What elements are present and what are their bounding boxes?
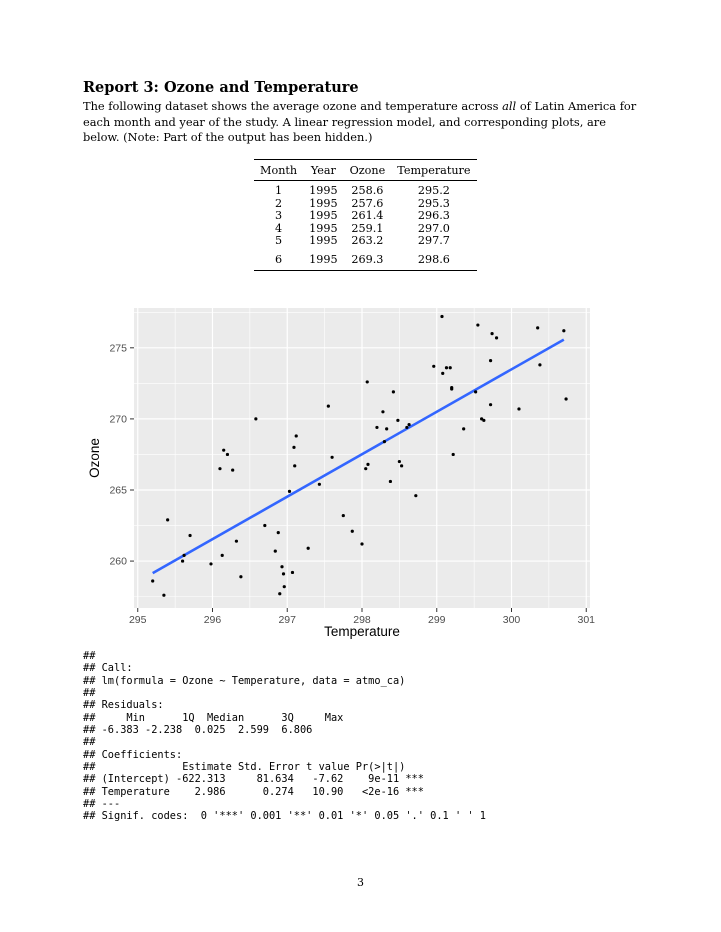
data-point [295,434,298,437]
table-cell: 3 [274,209,283,222]
intro-emphasis: all [502,99,517,113]
data-point [351,530,354,533]
data-point [489,359,492,362]
data-point [400,464,403,467]
x-axis-title: Temperature [324,624,400,639]
table-cell: 1995 [309,221,338,235]
output-line: ## Temperature 2.986 0.274 10.90 <2e-16 *** [83,785,424,798]
output-line: ## --- [83,798,121,811]
data-point [342,514,345,517]
report-heading: Report 3: Ozone and Temperature [83,79,359,96]
data-point [293,464,296,467]
data-point [474,390,477,393]
table-cell: 1995 [309,196,338,210]
table-cell: 295.3 [417,196,450,210]
data-point [254,417,257,420]
data-point [375,426,378,429]
regression-output [83,650,486,823]
data-point [452,453,455,456]
table-cell: 269.3 [344,248,392,271]
output-line: ## (Intercept) -622.313 81.634 -7.62 9e-11 *** [83,773,424,786]
data-point [182,554,185,557]
x-tick-label: 301 [577,614,596,626]
table-cell: 261.4 [351,209,384,222]
data-point [364,467,367,470]
data-point [291,571,294,574]
output-line: ## Signif. codes: 0 '***' 0.001 '**' 0.01 '*' 0.05 '.' 0.1 ' ' 1 [83,810,486,823]
table-cell: 295.2 [417,184,450,197]
data-point [538,363,541,366]
table-cell: 1995 [309,209,338,222]
output-line: ## Coefficients: [83,748,183,761]
data-point [407,423,410,426]
data-point [292,446,295,449]
data-point [162,594,165,597]
x-tick-label: 300 [502,614,521,626]
table-cell: 297.0 [417,221,450,235]
data-point [383,440,386,443]
y-tick-label: 260 [109,555,127,568]
data-point [398,460,401,463]
data-point [327,405,330,408]
y-axis-title: Ozone [87,438,102,478]
data-point [282,572,285,575]
data-point [476,323,479,326]
table-cell: 298.6 [391,248,476,271]
data-point [366,380,369,383]
data-point [274,550,277,553]
y-tick-label: 265 [109,484,127,497]
column-header-ozone: Ozone [344,160,392,181]
table-cell: 1 [274,184,283,197]
data-point [414,494,417,497]
x-tick-label: 295 [128,614,147,626]
table-row [254,210,477,223]
data-point [188,534,191,537]
table-cell: 296.3 [417,209,450,222]
data-point [235,540,238,543]
data-point [489,403,492,406]
data-point [221,554,224,557]
table-cell: 1995 [303,248,343,271]
table-row [254,181,477,198]
data-point [330,456,333,459]
data-point [366,463,369,466]
data-point [392,390,395,393]
x-tick-label: 296 [203,614,222,626]
data-point [263,524,266,527]
x-tick-label: 298 [353,614,371,626]
table-cell: 258.6 [351,184,384,197]
output-line: ## [83,736,96,749]
data-point [449,366,452,369]
table-cell: 4 [274,221,283,235]
data-point [151,579,154,582]
data-point [389,480,392,483]
data-point [490,332,493,335]
data-table [254,159,477,271]
output-line: ## lm(formula = Ozone ~ Temperature, data = atmo_ca) [83,674,406,687]
column-header-year: Year [303,160,343,181]
table-cell: 263.2 [351,234,384,247]
table-row [254,235,477,248]
output-line: ## Estimate Std. Error t value Pr(>|t|) [83,761,406,774]
data-point [280,565,283,568]
data-point [536,326,539,329]
data-point [385,427,388,430]
table-cell: 6 [254,248,303,271]
output-line: ## Min 1Q Median 3Q Max [83,711,344,724]
table-cell: 2 [274,196,283,210]
data-point [218,467,221,470]
data-point [564,397,567,400]
data-point [360,542,363,545]
column-header-temperature: Temperature [391,160,476,181]
data-point [450,387,453,390]
data-point [283,585,286,588]
output-line: ## Residuals: [83,699,164,712]
table-cell: 259.1 [351,221,384,235]
table-cell: 297.7 [417,234,450,247]
intro-text-before: The following dataset shows the average ozone and temperature across [83,99,503,113]
data-point [462,427,465,430]
y-tick-label: 270 [109,413,127,426]
table-header-row [254,160,477,181]
data-point [381,410,384,413]
output-line: ## [83,687,96,700]
x-tick-label: 297 [278,614,297,626]
data-point [517,407,520,410]
data-point [562,329,565,332]
data-point [307,547,310,550]
data-point [166,518,169,521]
data-point [226,453,229,456]
data-point [209,562,212,565]
data-point [288,490,291,493]
data-point [222,449,225,452]
data-point [239,575,242,578]
table-cell: 257.6 [351,196,384,210]
output-line: ## [83,650,96,662]
data-point [432,365,435,368]
column-header-month: Month [254,160,303,181]
data-point [445,366,448,369]
data-point [495,336,498,339]
data-point [278,592,281,595]
y-tick-label: 275 [109,342,127,355]
table-cell: 1995 [309,234,338,247]
data-point [441,372,444,375]
table-cell: 5 [274,234,283,247]
data-point [277,531,280,534]
data-point [396,419,399,422]
output-line: ## Call: [83,662,133,675]
data-point [231,468,234,471]
scatter-plot [78,298,608,643]
table-cell: 1995 [309,184,338,197]
data-point [440,315,443,318]
x-tick-label: 299 [427,614,446,626]
intro-text-after: of Latin America for each month and year of the study. A linear regression model, and corresponding plots, are below. (Note: Part of the output has been hidden.) [83,99,637,144]
intro-paragraph [83,99,643,146]
table-row [254,248,477,271]
output-line: ## -6.383 -2.238 0.025 2.599 6.806 [83,724,313,737]
page-number: 3 [357,876,364,889]
data-point [482,419,485,422]
data-point [181,559,184,562]
data-point [318,483,321,486]
data-point [405,426,408,429]
